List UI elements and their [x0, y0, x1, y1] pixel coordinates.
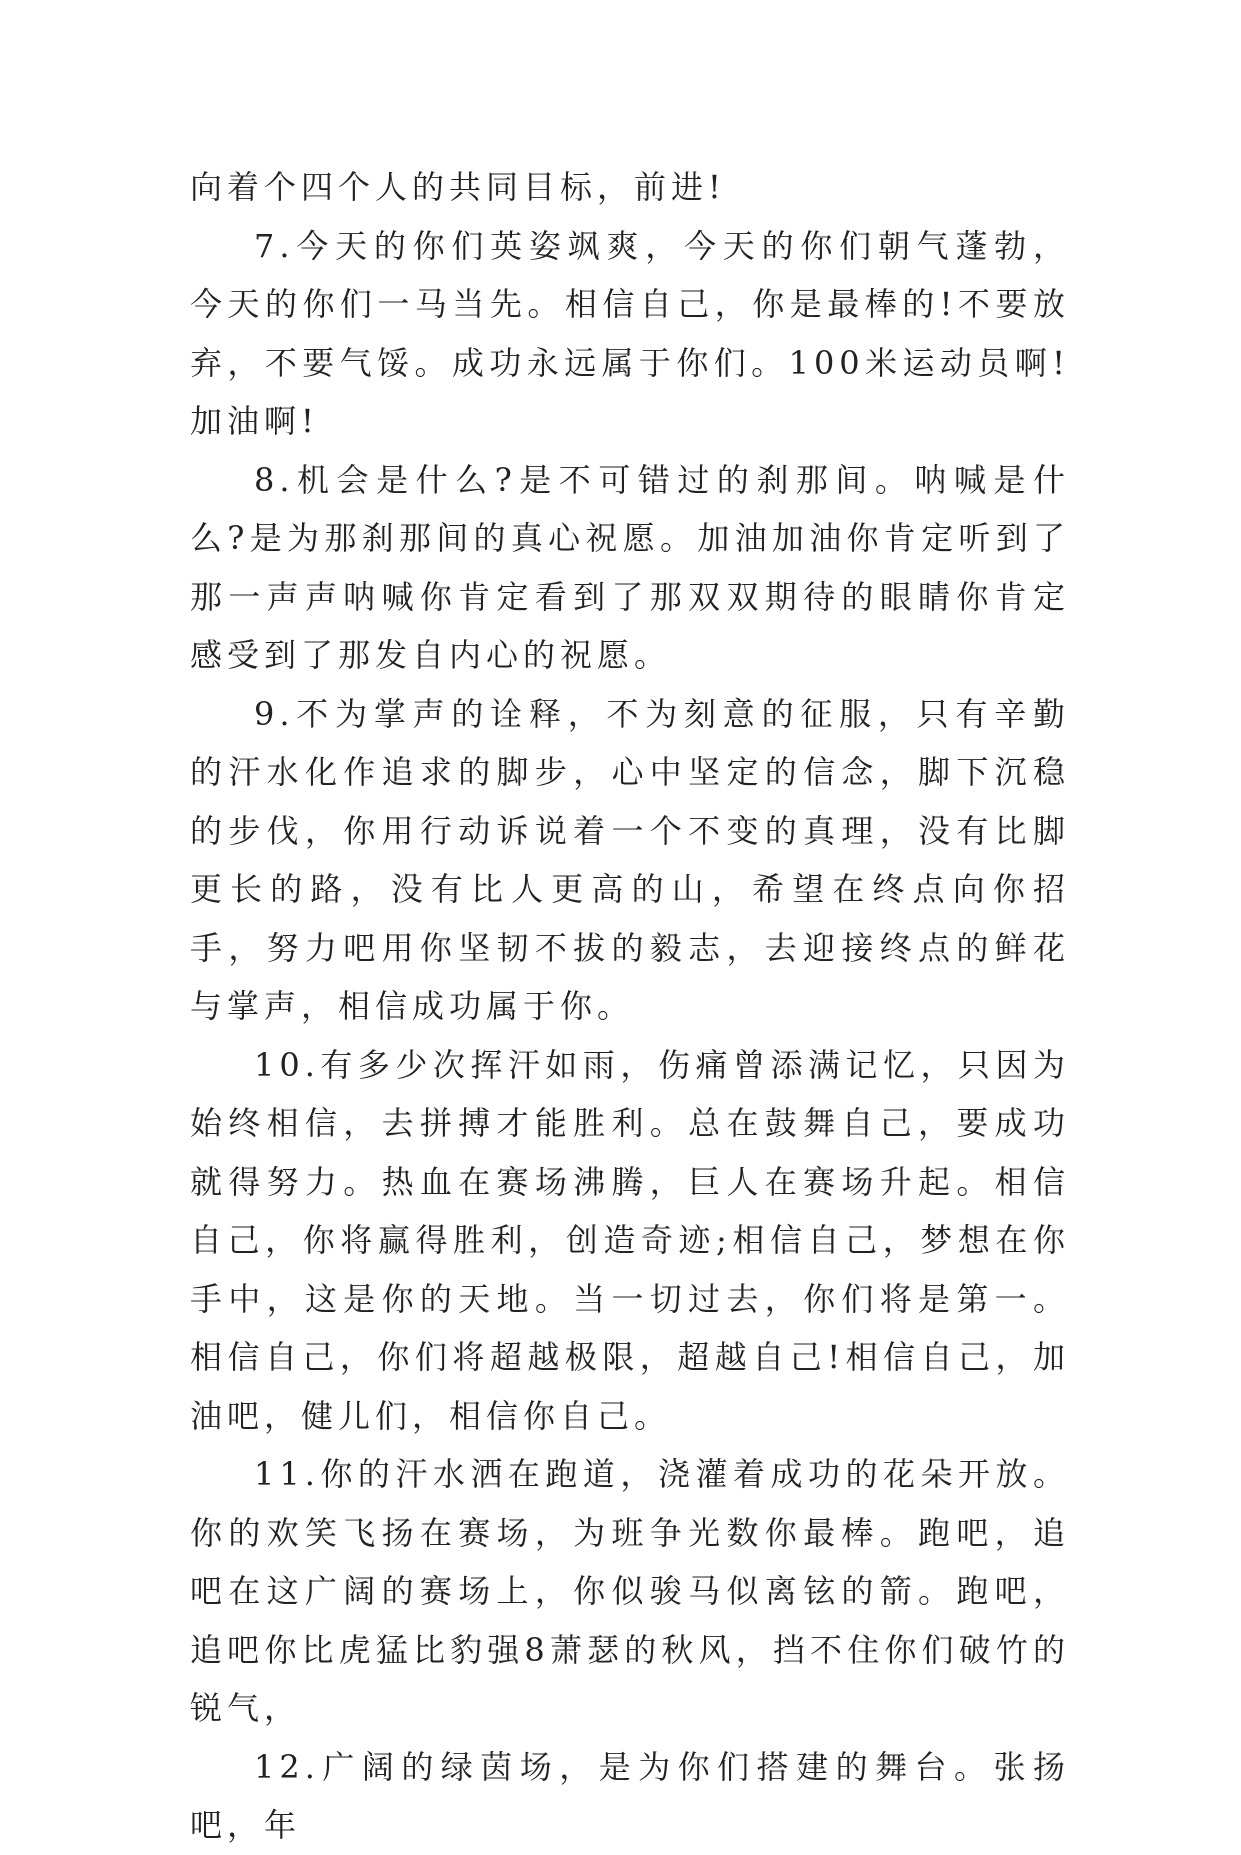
paragraph-8: 8.机会是什么?是不可错过的刹那间。呐喊是什么?是为那刹那间的真心祝愿。加油加油你肯定听到了那一声声呐喊你肯定看到了那双双期待的眼睛你肯定感受到了那发自内心的祝愿。 — [190, 460, 1070, 674]
document-body — [190, 158, 1070, 1855]
paragraph-9: 9.不为掌声的诠释，不为刻意的征服，只有辛勤的汗水化作追求的脚步，心中坚定的信念，脚下沉稳的步伐，你用行动诉说着一个不变的真理，没有比脚更长的路，没有比人更高的山，希望在终点向你招手，努力吧用你坚韧不拔的毅志，去迎接终点的鲜花与掌声，相信成功属于你。 — [190, 694, 1070, 1025]
paragraph-12-head: 12.广阔的绿茵场，是为你们搭建的舞台。张扬吧，年 — [190, 1747, 1070, 1844]
paragraph-7: 7.今天的你们英姿飒爽，今天的你们朝气蓬勃，今天的你们一马当先。相信自己，你是最棒的!不要放弃，不要气馁。成功永远属于你们。100米运动员啊!加油啊! — [190, 226, 1070, 440]
paragraph-10: 10.有多少次挥汗如雨，伤痛曾添满记忆，只因为始终相信，去拼搏才能胜利。总在鼓舞自己，要成功就得努力。热血在赛场沸腾，巨人在赛场升起。相信自己，你将赢得胜利，创造奇迹;相信自己，梦想在你手中，这是你的天地。当一切过去，你们将是第一。相信自己，你们将超越极限，超越自己!相信自己，加油吧，健儿们，相信你自己。 — [190, 1045, 1070, 1435]
paragraph-6-tail: 向着个四个人的共同目标，前进! — [190, 168, 726, 206]
paragraph-11: 11.你的汗水洒在跑道，浇灌着成功的花朵开放。你的欢笑飞扬在赛场，为班争光数你最棒。跑吧，追吧在这广阔的赛场上，你似骏马似离铉的箭。跑吧，追吧你比虎猛比豹强8萧瑟的秋风，挡不住你们破竹的锐气， — [190, 1455, 1070, 1727]
